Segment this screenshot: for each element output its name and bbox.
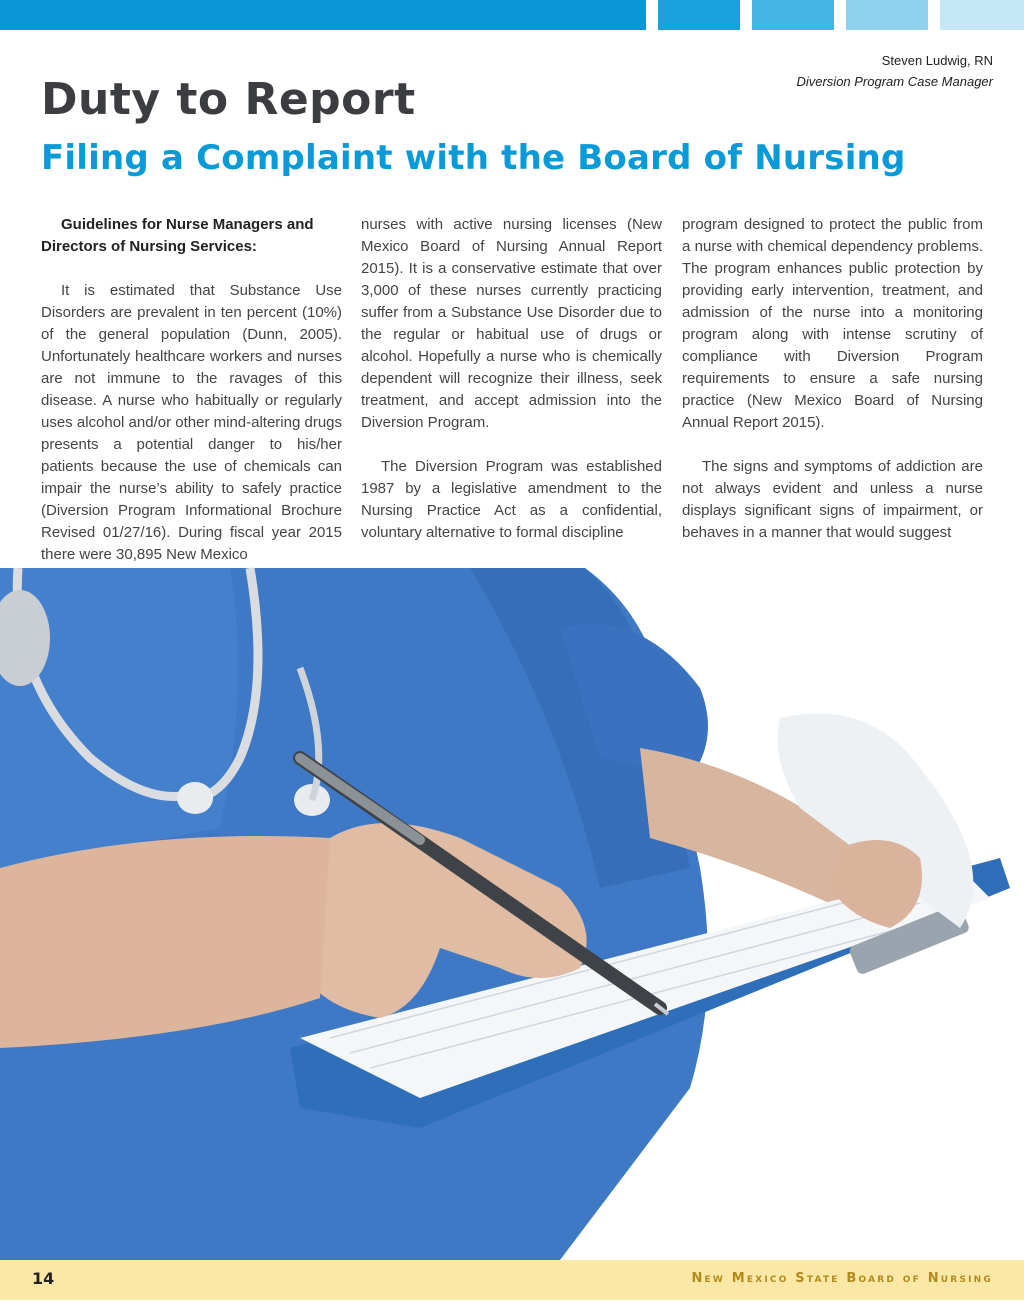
article-column-2 — [361, 214, 662, 544]
paragraph-prevalence: It is estimated that Substance Use Disorders are prevalent in ten percent (10%) of the general population (Dunn, 2005). Unfortunately healthcare workers and nurses are not immune to the ravages of this disease. A nurse who habitually or regularly uses alcohol and/or other mind-altering drugs presents a potential danger to his/her patients because the use of chemicals can impair the nurse’s ability to safely practice (Diversion Program Informational Brochure Revised 01/27/16). During fiscal year 2015 there were 30,895 New Mexico — [41, 282, 343, 563]
article-body — [41, 214, 983, 563]
top-bar-block-2 — [752, 0, 834, 30]
nurse-writing-on-clipboard-illustration — [0, 568, 1024, 1260]
publication-name: New Mexico State Board of Nursing — [691, 1271, 993, 1286]
guidelines-heading: Guidelines for Nurse Managers and Directors of Nursing Services: — [41, 216, 314, 255]
author-name: Steven Ludwig, RN — [881, 53, 993, 68]
article-column-1 — [41, 214, 342, 566]
top-bar-block-4 — [940, 0, 1024, 30]
page-number: 14 — [32, 1269, 55, 1288]
top-bar-block-1 — [658, 0, 740, 30]
article-title: Duty to Report — [41, 74, 416, 125]
nurse-clipboard-photo — [0, 568, 1024, 1260]
paragraph-program-established: The Diversion Program was established 1987 by a legislative amendment to the Nursing Practice Act as a confidential, voluntary alternative to formal discipline — [361, 458, 662, 541]
top-color-bars — [0, 0, 1024, 30]
top-bar-main — [0, 0, 646, 30]
top-bar-block-3 — [846, 0, 928, 30]
paragraph-signs-symptoms: The signs and symptoms of addiction are not always evident and unless a nurse displays significant signs of impairment, or behaves in a manner that would suggest — [682, 458, 983, 541]
paragraph-program-purpose: program designed to protect the public from a nurse with chemical dependency problems. The program enhances public protection by providing early intervention, treatment, and admission of the nurse into a monitoring program along with intense scrutiny of compliance with Diversion Program requirements to ensure a safe nursing practice (New Mexico Board of Nursing Annual Report 2015). — [682, 216, 983, 431]
paragraph-licenses: nurses with active nursing licenses (New Mexico Board of Nursing Annual Report 2015). It is a conservative estimate that over 3,000 of these nurses currently practicing suffer from a Substance Use Disorder due to the regular or habitual use of drugs or alcohol. Hopefully a nurse who is chemically dependent will recognize their illness, seek treatment, and accept admission into the Diversion Program. — [361, 216, 662, 431]
byline — [796, 50, 993, 92]
article-subtitle: Filing a Complaint with the Board of Nursing — [41, 138, 906, 178]
footer — [0, 1260, 1024, 1300]
author-role: Diversion Program Case Manager — [796, 74, 993, 89]
article-column-3 — [682, 214, 983, 544]
